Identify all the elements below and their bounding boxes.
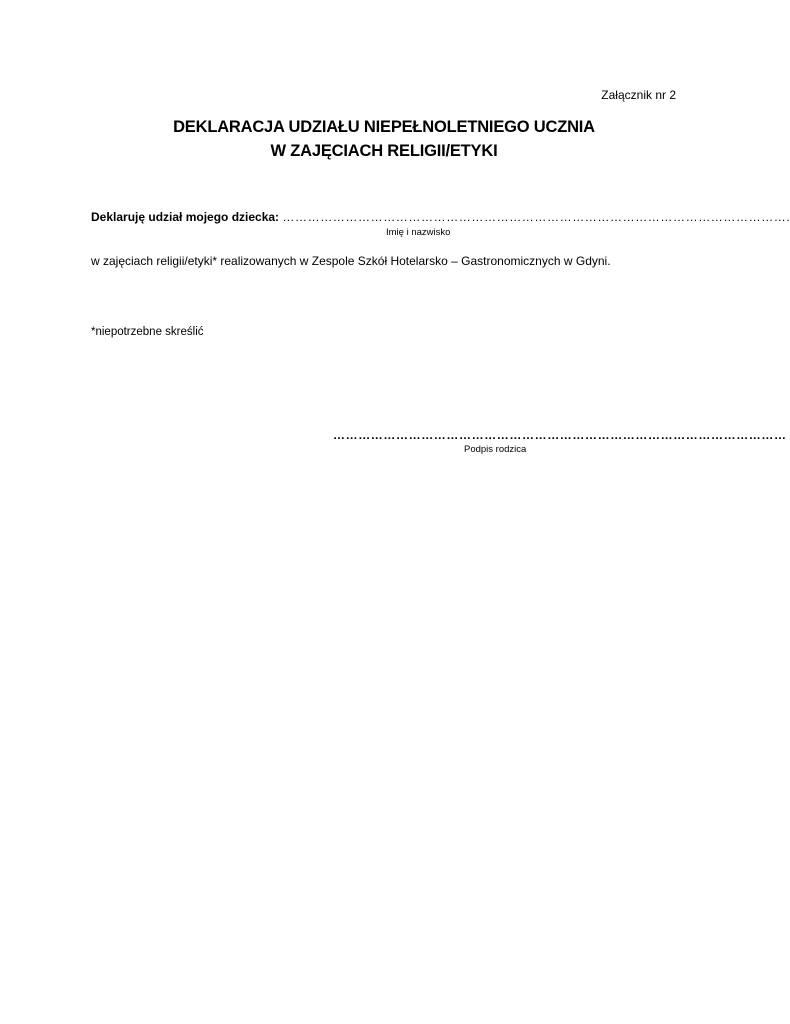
declaration-label: Deklaruję udział mojego dziecka: xyxy=(91,210,280,224)
declaration-line xyxy=(91,210,790,224)
attachment-label: Załącznik nr 2 xyxy=(601,88,676,102)
document-title-line-1: DEKLARACJA UDZIAŁU NIEPEŁNOLETNIEGO UCZNIA xyxy=(173,118,595,136)
signature-line: ……………………………………………………………………………………………… xyxy=(333,428,787,442)
classes-statement: w zajęciach religii/etyki* realizowanych w Zespole Szkół Hotelarsko – Gastronomicznych w Gdyni. xyxy=(91,254,611,268)
child-name-field: …………………………………………………………………………………………………………. xyxy=(282,210,790,224)
document-title-line-2: W ZAJĘCIACH RELIGII/ETYKI xyxy=(270,142,498,160)
footnote: *niepotrzebne skreślić xyxy=(91,326,204,338)
name-caption: Imię i nazwisko xyxy=(386,227,451,238)
signature-caption: Podpis rodzica xyxy=(464,444,527,455)
